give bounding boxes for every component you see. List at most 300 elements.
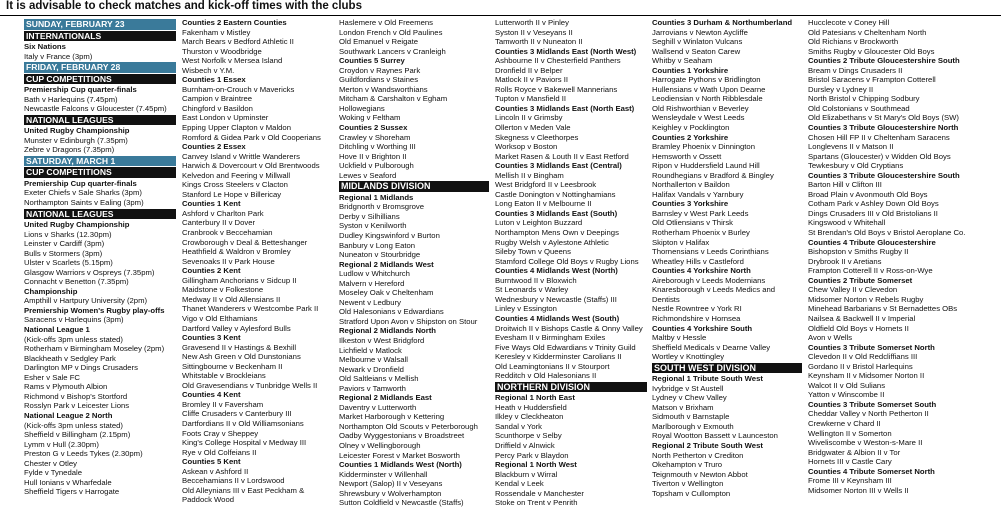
- fixture-line: Skegness v Cleethorpes: [495, 132, 579, 142]
- fixture-line: Epping Upper Clapton v Maldon: [182, 123, 291, 133]
- league-heading: Counties 1 Yorkshire: [652, 65, 729, 75]
- fixture-line: Knaresborough v Leeds Medics and Dentists: [652, 285, 776, 304]
- fixture-line: West Norfolk v Mersea Island: [182, 56, 283, 66]
- fixture-line: Scunthorpe v Selby: [495, 431, 562, 441]
- fixture-line: Thornensians v Leeds Corinthians: [652, 247, 769, 257]
- fixture-line: Exeter Chiefs v Sale Sharks (3pm): [24, 188, 142, 198]
- fixture-line: Halifax Vandals v Yarnbury: [652, 189, 744, 199]
- fixture-line: Burnham-on-Crouch v Mavericks: [182, 84, 295, 94]
- league-heading: Regional 2 Midlands East: [339, 393, 432, 403]
- fixture-line: Old Gravesendians v Tunbridge Wells II: [182, 380, 318, 390]
- fixture-line: Whitby v Seaham: [652, 56, 713, 66]
- fixture-line: Lichfield v Matlock: [339, 345, 402, 355]
- fixture-line: Linley v Essington: [495, 304, 557, 314]
- league-heading: Counties 1 Essex: [182, 75, 246, 85]
- fixture-line: Canterbury II v Dover: [182, 218, 256, 228]
- section-banner: NATIONAL LEAGUES: [24, 115, 176, 126]
- fixture-line: Wisbech v Y.M.: [182, 65, 235, 75]
- fixture-line: Rye v Old Colfeians II: [182, 447, 257, 457]
- fixture-line: Clevedon II v Old Redcliffians III: [808, 352, 918, 362]
- fixture-line: Rossendale v Manchester: [495, 488, 584, 498]
- fixture-line: Worksop v Boston: [495, 142, 558, 152]
- fixture-line: Beccehamians II v Lordswood: [182, 476, 285, 486]
- fixture-line: Ashford v Charlton Park: [182, 208, 264, 218]
- fixture-line: Heath v Huddersfield: [495, 402, 567, 412]
- fixture-line: Keighley v Pocklington: [652, 123, 730, 133]
- fixture-line: Newent v Ledbury: [339, 297, 401, 307]
- fixture-line: Hemsworth v Ossett: [652, 151, 722, 161]
- fixture-line: Castle Donington v Nottinghamians: [495, 189, 616, 199]
- league-heading: Counties 3 Midlands East (South): [495, 208, 618, 218]
- fixture-line: Bath v Harlequins (7.45pm): [24, 94, 118, 104]
- fixture-line: Northampton Old Scouts v Peterborough: [339, 421, 478, 431]
- fixture-line: Midsomer Norton III v Wells II: [808, 485, 909, 495]
- fixture-line: Esher v Sale FC: [24, 372, 80, 382]
- fixture-line: Aireborough v Leeds Modernians: [652, 275, 766, 285]
- fixture-line: Harwich & Dovercourt v Old Brentwoods: [182, 161, 320, 171]
- fixture-line: Matson v Brixham: [652, 402, 714, 412]
- fixture-line: Cotham Park v Ashley Down Old Boys: [808, 199, 939, 209]
- section-banner: MIDLANDS DIVISION: [339, 181, 489, 192]
- fixture-line: Bishopston v Smiths Rugby II: [808, 247, 909, 257]
- fixture-line: Smiths Rugby v Gloucester Old Boys: [808, 46, 935, 56]
- fixture-line: Northallerton v Baildon: [652, 180, 730, 190]
- fixture-line: Medway II v Old Allensians II: [182, 294, 281, 304]
- league-heading: Counties 2 Kent: [182, 266, 241, 276]
- column-1: [24, 18, 176, 501]
- fixture-line: Bream v Dings Crusaders II: [808, 65, 903, 75]
- fixture-line: Old Leamingtonians II v Stourport: [495, 361, 610, 371]
- fixture-line: Nestle Rowntree v York RI: [652, 304, 742, 314]
- fixture-line: Wallsend v Seaton Carew: [652, 46, 741, 56]
- fixture-line: Rotherham v Birmingham Moseley (2pm): [24, 344, 165, 354]
- league-heading: United Rugby Championship: [24, 220, 130, 230]
- column-6: [808, 18, 998, 501]
- fixture-line: Richmondshire v Hornsea: [652, 313, 741, 323]
- fixture-line: Percy Park v Blaydon: [495, 450, 569, 460]
- fixture-line: Bridgnorth v Bromsgrove: [339, 202, 425, 212]
- fixture-line: Daventry v Lutterworth: [339, 402, 417, 412]
- fixture-line: Old Rishworthian v Beverley: [652, 103, 749, 113]
- advisory-note: It is advisable to check matches and kick-off times with the clubs: [6, 0, 362, 12]
- league-heading: Counties 2 Yorkshire: [652, 132, 729, 142]
- league-heading: Counties 3 Midlands East (Central): [495, 161, 622, 171]
- fixture-line: East London v Upminster: [182, 113, 269, 123]
- section-banner: CUP COMPETITIONS: [24, 74, 176, 85]
- fixture-line: Glasgow Warriors v Ospreys (7.35pm): [24, 267, 155, 277]
- fixture-line: Kelvedon and Feering v Millwall: [182, 170, 291, 180]
- league-heading: Counties 3 Yorkshire: [652, 199, 729, 209]
- fixture-line: Old Alleynians III v East Peckham &: [182, 485, 305, 495]
- fixture-line: Newport (Salop) II v Veseyans: [339, 479, 443, 489]
- league-heading: Regional 1 Midlands: [339, 192, 414, 202]
- league-heading: Counties 3 Tribute Gloucestershire North: [808, 123, 959, 133]
- section-banner: INTERNATIONALS: [24, 31, 176, 42]
- column-3: [339, 18, 489, 508]
- league-heading: Regional 2 Tribute South West: [652, 441, 763, 451]
- fixture-line: Bromley II v Faversham: [182, 399, 264, 409]
- fixture-line: Foots Cray v Sheppey: [182, 428, 259, 438]
- fixture-line: Ripon v Huddersfield Laund Hill: [652, 161, 760, 171]
- fixture-line: Royal Wootton Bassett v Launceston: [652, 431, 778, 441]
- fixture-line: Canvey Island v Writtle Wanderers: [182, 151, 300, 161]
- fixture-line: Minehead Barbarians v St Bernadettes OBs: [808, 304, 958, 314]
- fixture-line: Frome III v Keynsham III: [808, 476, 892, 486]
- fixture-line: Thurston v Woodbridge: [182, 46, 262, 56]
- fixture-line: Preston G v Leeds Tykes (2.30pm): [24, 449, 143, 459]
- fixture-line: Stratford Upon Avon v Shipston on Stour: [339, 316, 478, 326]
- fixture-line: Dartfordians II v Old Williamsonians: [182, 418, 304, 428]
- fixture-line: North Petherton v Crediton: [652, 450, 744, 460]
- fixture-line: Leodiensian v North Ribblesdale: [652, 94, 763, 104]
- fixture-line: Chingford v Basildon: [182, 103, 253, 113]
- fixture-line: March Bears v Bedford Athletic II: [182, 37, 294, 47]
- league-heading: Counties 4 Yorkshire South: [652, 323, 753, 333]
- fixture-line: Barnsley v West Park Leeds: [652, 208, 749, 218]
- fixture-line: (Kick-offs 3pm unless stated): [24, 420, 123, 430]
- fixture-line: Sidmouth v Barnstaple: [652, 412, 730, 422]
- fixture-line: Topsham v Cullompton: [652, 488, 731, 498]
- fixture-line: Syston v Kenilworth: [339, 221, 407, 231]
- fixture-line: Jarrovians v Newton Aycliffe: [652, 27, 748, 37]
- column-4: [495, 18, 647, 508]
- fixture-line: Zebre v Dragons (7.35pm): [24, 145, 115, 155]
- league-heading: Regional 1 North West: [495, 460, 577, 470]
- league-heading: National League 1: [24, 325, 90, 335]
- fixture-line: Old Halesonians v Edwardians: [339, 307, 444, 317]
- league-heading: Counties 4 Yorkshire North: [652, 266, 751, 276]
- fixture-line: Lincoln II v Grimsby: [495, 113, 563, 123]
- fixture-line: Wheatley Hills v Castleford: [652, 256, 744, 266]
- fixture-line: Dronfield II v Belper: [495, 65, 563, 75]
- league-heading: Counties 3 Midlands East (North West): [495, 46, 637, 56]
- league-heading: Counties 1 Midlands West (North): [339, 460, 462, 470]
- fixture-line: Banbury v Long Eaton: [339, 240, 416, 250]
- league-heading: Regional 2 Midlands West: [339, 259, 434, 269]
- league-heading: Premiership Cup quarter-finals: [24, 178, 137, 188]
- section-banner: SOUTH WEST DIVISION: [652, 363, 802, 374]
- fixture-line: Maltby v Hessle: [652, 333, 707, 343]
- fixture-line: Mellish II v Bingham: [495, 170, 564, 180]
- league-heading: Premiership Women's Rugby play-offs: [24, 305, 165, 315]
- top-divider: [0, 15, 1001, 16]
- fixture-line: Old Elizabethans v St Mary's Old Boys (SW): [808, 113, 959, 123]
- league-heading: Championship: [24, 286, 78, 296]
- fixture-line: Heathfield & Waldron v Bromley: [182, 247, 291, 257]
- fixture-line: Leicester Forest v Market Bosworth: [339, 450, 460, 460]
- fixture-line: Wensleydale v West Leeds: [652, 113, 745, 123]
- league-heading: Counties 3 Durham & Northumberland: [652, 18, 793, 27]
- fixture-line: Cliffe Crusaders v Canterbury III: [182, 409, 292, 419]
- fixture-line: Keresley v Kidderminster Carolians II: [495, 352, 622, 362]
- fixture-line: Old Richians v Brockworth: [808, 37, 899, 47]
- fixture-line: Tewkesbury v Old Cryptians: [808, 161, 904, 171]
- fixture-line: Harrogate Pythons v Bridlington: [652, 75, 761, 85]
- fixture-line: Market Rasen & Louth II v East Retford: [495, 151, 629, 161]
- fixture-line: Roundhegians v Bradford & Bingley: [652, 170, 774, 180]
- fixture-line: Sileby Town v Queens: [495, 247, 571, 257]
- fixture-line: Connacht v Benetton (7.35pm): [24, 277, 129, 287]
- column-5: [652, 18, 802, 501]
- league-heading: Counties 2 Tribute Gloucestershire South: [808, 56, 960, 66]
- fixture-line: Ashbourne II v Chesterfield Panthers: [495, 56, 621, 66]
- fixture-line: Italy v France (3pm): [24, 51, 93, 61]
- fixture-line: Ludlow v Whitchurch: [339, 269, 410, 279]
- fixture-line: Gillingham Anchorians v Sidcup II: [182, 275, 297, 285]
- fixture-line: Newcastle Falcons v Gloucester (7.45pm): [24, 104, 167, 114]
- fixture-line: Melbourne v Walsall: [339, 355, 408, 365]
- fixture-line: Northampton Mens Own v Deepings: [495, 228, 619, 238]
- league-heading: Counties 2 Eastern Counties: [182, 18, 287, 27]
- fixture-line: Hove II v Brighton II: [339, 151, 407, 161]
- fixture-line: Market Harborough v Kettering: [339, 412, 445, 422]
- fixture-line: New Ash Green v Old Dunstonians: [182, 352, 301, 362]
- fixture-line: Gravesend II v Hastings & Bexhill: [182, 342, 297, 352]
- fixture-line: St Leonards v Warley: [495, 285, 569, 295]
- league-heading: Counties 5 Surrey: [339, 56, 405, 66]
- fixture-line: Sandal v York: [495, 421, 543, 431]
- fixture-line: Rams v Plymouth Albion: [24, 382, 108, 392]
- fixture-line: Whitstable v Brockleians: [182, 371, 266, 381]
- fixture-line: Seghill v Winlaton Vulcans: [652, 37, 743, 47]
- fixture-line: Rosslyn Park v Leicester Lions: [24, 401, 130, 411]
- fixture-line: Sutton Coldfield v Newcastle (Staffs): [339, 498, 464, 508]
- fixture-line: Bulls v Stormers (3pm): [24, 248, 103, 258]
- fixture-line: Dursley v Lydney II: [808, 84, 874, 94]
- fixture-line: Ilkeston v West Bridgford: [339, 336, 425, 345]
- fixture-line: Darlington MP v Dings Crusaders: [24, 363, 138, 373]
- fixture-line: Chosen Hill FP II v Cheltenham Saracens: [808, 132, 950, 142]
- fixture-line: Blackburn v Wirral: [495, 469, 558, 479]
- fixture-line: Bramley Phoenix v Dinnington: [652, 142, 755, 152]
- fixture-line: Burntwood II v Bloxwich: [495, 275, 577, 285]
- fixture-line: Driffield v Alnwick: [495, 441, 555, 451]
- fixture-line: Hull Ionians v Wharfedale: [24, 477, 112, 487]
- fixture-line: Tupton v Mansfield II: [495, 94, 567, 104]
- fixture-line: Ampthill v Hartpury University (2pm): [24, 296, 148, 306]
- fixture-line: Dudley Kingswinford v Burton: [339, 230, 440, 240]
- league-heading: Counties 4 Kent: [182, 390, 241, 400]
- fixture-line: Wellington II v Somerton: [808, 428, 892, 438]
- fixture-line: Old Saltleians v Mellish: [339, 374, 419, 384]
- fixture-line: Tiverton v Wellington: [652, 479, 724, 489]
- fixture-line: Marlborough v Exmouth: [652, 421, 734, 431]
- column-2: [182, 18, 334, 505]
- fixture-line: Lewes v Seaford: [339, 170, 397, 180]
- fixture-line: Old Colstonians v Southmead: [808, 103, 910, 113]
- fixture-line: Hucclecote v Coney Hill: [808, 18, 890, 27]
- fixtures-columns: [0, 18, 1001, 508]
- fixture-line: Rotherham Phoenix v Burley: [652, 228, 750, 238]
- fixture-line: Cranbrook v Beccehamian: [182, 228, 273, 238]
- fixture-line: Droitwich II v Bishops Castle & Onny Valley: [495, 323, 643, 333]
- fixture-line: Matlock II v Paviors II: [495, 75, 569, 85]
- fixture-line: Old Patesians v Cheltenham North: [808, 27, 927, 37]
- league-heading: Counties 3 Kent: [182, 333, 241, 343]
- fixture-line: Thanet Wanderers v Westcombe Park II: [182, 304, 319, 314]
- fixture-line: Long Eaton II v Melbourne II: [495, 199, 592, 209]
- fixture-line: Lydney v Chew Valley: [652, 393, 727, 403]
- fixture-line: West Bridgford II v Leesbrook: [495, 180, 597, 190]
- fixture-line: Stamford College Old Boys v Rugby Lions: [495, 256, 639, 266]
- fixture-line: Olney v Wellingborough: [339, 441, 421, 451]
- fixture-line: North Bristol v Chipping Sodbury: [808, 94, 920, 104]
- fixture-line: Nuneaton v Stourbridge: [339, 250, 421, 260]
- fixture-line: Sittingbourne v Beckenham II: [182, 361, 283, 371]
- league-heading: Counties 3 Tribute Somerset North: [808, 342, 935, 352]
- fixture-line: Walcot II v Old Sulians: [808, 380, 886, 390]
- league-heading: Counties 3 Tribute Gloucestershire South: [808, 170, 960, 180]
- fixture-line: Dartford Valley v Aylesford Bulls: [182, 323, 291, 333]
- fixture-line: Sheffield Medicals v Dearne Valley: [652, 342, 771, 352]
- fixture-line: Vigo v Old Elthamians: [182, 313, 258, 323]
- fixture-line: Munster v Edinburgh (7.35pm): [24, 135, 128, 145]
- league-heading: Counties 2 Essex: [182, 142, 246, 152]
- fixture-line: Hullensians v Wath Upon Dearne: [652, 84, 766, 94]
- fixture-line: King's College Hospital v Medway III: [182, 438, 307, 448]
- fixture-line: Kendal v Leek: [495, 479, 544, 489]
- fixture-line: Bristol Saracens v Frampton Cotterell: [808, 75, 936, 85]
- league-heading: United Rugby Championship: [24, 126, 130, 136]
- league-heading: Premiership Cup quarter-finals: [24, 85, 137, 95]
- fixture-line: Leinster v Cardiff (3pm): [24, 239, 105, 249]
- fixture-line: Sheffield v Billingham (2.15pm): [24, 430, 131, 440]
- fixture-line: Crewkerne v Chard II: [808, 418, 881, 428]
- fixture-line: Stoke on Trent v Penrith: [495, 498, 578, 508]
- fixture-line: Yatton v Winscombe II: [808, 390, 885, 400]
- fixture-line: Cheddar Valley v North Petherton II: [808, 409, 929, 419]
- fixture-line: Syston II v Veseyans II: [495, 27, 573, 37]
- fixture-line: Ollerton v Meden Vale: [495, 123, 571, 133]
- fixture-line: Fakenham v Mistley: [182, 27, 251, 37]
- league-heading: Counties 4 Tribute Somerset North: [808, 466, 935, 476]
- league-heading: Counties 4 Midlands West (North): [495, 266, 618, 276]
- fixture-line: Ulster v Scarlets (5.15pm): [24, 258, 113, 268]
- fixture-line: Oldfield Old Boys v Hornets II: [808, 323, 909, 333]
- fixture-line: Nailsea & Backwell II v Imperial: [808, 313, 916, 323]
- fixture-line: Ivybridge v St Austell: [652, 383, 724, 393]
- league-heading: Counties 3 Midlands East (North East): [495, 103, 635, 113]
- fixture-line: Rolls Royce v Bakewell Mannerians: [495, 84, 618, 94]
- fixture-line: Lymm v Hull (2.30pm): [24, 439, 99, 449]
- fixture-line: Hollowegians: [339, 103, 385, 113]
- league-heading: Counties 3 Tribute Somerset South: [808, 399, 937, 409]
- fixture-line: Moseley Oak v Cheltenham: [339, 288, 434, 298]
- fixture-line: Shrewsbury v Wolverhampton: [339, 488, 442, 498]
- fixture-line: Five Ways Old Edwardians v Trinity Guild: [495, 342, 636, 352]
- fixture-line: Blackheath v Sedgley Park: [24, 353, 116, 363]
- fixture-line: Bridgwater & Albion II v Tor: [808, 447, 901, 457]
- league-heading: Regional 1 North East: [495, 393, 575, 403]
- section-banner: SUNDAY, FEBRUARY 23: [24, 19, 176, 30]
- fixture-line: Uckfield v Pulborough: [339, 161, 414, 171]
- fixture-line: Campion v Braintree: [182, 94, 253, 104]
- fixture-line: Redditch v Old Halesonians II: [495, 371, 597, 381]
- fixture-line: Keynsham II v Midsomer Norton II: [808, 371, 925, 381]
- section-banner: FRIDAY, FEBRUARY 28: [24, 62, 176, 73]
- fixture-line: Drybrook II v Aretians: [808, 256, 882, 266]
- league-heading: Counties 4 Tribute Gloucestershire: [808, 237, 936, 247]
- fixture-line: Chester v Otley: [24, 458, 77, 468]
- section-banner: CUP COMPETITIONS: [24, 167, 176, 178]
- fixture-line: Sevenoaks II v Park House: [182, 256, 275, 266]
- fixture-line: (Kick-offs 3pm unless stated): [24, 334, 123, 344]
- fixture-line: Rugby Welsh v Aylestone Athletic: [495, 237, 609, 247]
- fixture-line: Guildfordians v Staines: [339, 75, 419, 85]
- league-heading: Counties 5 Kent: [182, 457, 241, 467]
- fixture-line: Woking v Feltham: [339, 113, 401, 123]
- fixture-line: Spartans (Gloucester) v Widden Old Boys: [808, 151, 951, 161]
- fixture-line: Barton Hill v Clifton III: [808, 180, 882, 190]
- section-banner: NORTHERN DIVISION: [495, 382, 647, 393]
- fixture-line: Paviors v Tamworth: [339, 383, 406, 393]
- fixture-line: Frampton Cotterell II v Ross-on-Wye: [808, 266, 933, 276]
- fixture-line: Old Emanuel v Reigate: [339, 37, 419, 47]
- section-banner: SATURDAY, MARCH 1: [24, 156, 176, 167]
- fixture-line: Fylde v Tynedale: [24, 468, 82, 478]
- league-heading: Six Nations: [24, 42, 66, 51]
- fixture-line: Avon v Wells: [808, 333, 853, 343]
- fixture-line: Crawley v Shoreham: [339, 132, 411, 142]
- fixture-line: Maidstone v Folkestone: [182, 285, 264, 295]
- fixture-line: Mitcham & Carshalton v Egham: [339, 94, 448, 104]
- fixture-line: Wiveliscombe v Weston-s-Mare II: [808, 438, 923, 448]
- fixture-line: Okehampton v Truro: [652, 460, 723, 470]
- league-heading: Counties 2 Tribute Somerset: [808, 275, 913, 285]
- league-heading: National League 2 North: [24, 410, 113, 420]
- fixture-line: Romford & Gidea Park v Old Cooperians: [182, 132, 321, 142]
- fixture-line: Stanford Le Hope v Billericay: [182, 189, 282, 199]
- fixture-line: Evesham II v Birmingham Exiles: [495, 333, 606, 343]
- league-heading: Counties 4 Midlands West (South): [495, 313, 620, 323]
- fixture-line: Croydon v Raynes Park: [339, 65, 421, 75]
- fixture-line: Longlevens II v Matson II: [808, 142, 894, 152]
- fixture-line: Newark v Dronfield: [339, 364, 404, 374]
- fixture-line: Lutterworth II v Pinley: [495, 18, 569, 27]
- fixture-line: Paddock Wood: [182, 495, 234, 505]
- fixture-line: Richmond v Bishop's Stortford: [24, 391, 128, 401]
- fixture-line: Crowborough v Deal & Betteshanger: [182, 237, 308, 247]
- fixture-line: Luton v Leighton Buzzard: [495, 218, 583, 228]
- fixture-line: Dings Crusaders III v Old Bristolians II: [808, 208, 938, 218]
- fixture-line: London French v Old Paulines: [339, 27, 443, 37]
- fixture-line: Saracens v Harlequins (3pm): [24, 315, 124, 325]
- fixture-line: Lions v Sharks (12.30pm): [24, 229, 112, 239]
- fixture-line: Midsomer Norton v Rebels Rugby: [808, 294, 924, 304]
- fixture-line: Askean v Ashford II: [182, 466, 249, 476]
- league-heading: Counties 1 Kent: [182, 199, 241, 209]
- fixture-line: Wortley v Knottingley: [652, 352, 725, 362]
- section-banner: NATIONAL LEAGUES: [24, 209, 176, 220]
- fixture-line: Kings Cross Steelers v Clacton: [182, 180, 288, 190]
- fixture-line: Chew Valley II v Clevedon: [808, 285, 898, 295]
- fixture-line: Kidderminster v Willenhall: [339, 469, 428, 479]
- fixture-line: Kingswood v Whitehall: [808, 218, 886, 228]
- fixture-line: Hornets III v Castle Cary: [808, 457, 892, 467]
- fixture-line: Ditchling v Worthing III: [339, 142, 416, 152]
- fixture-line: Ilkley v Cleckheaton: [495, 412, 564, 422]
- league-heading: Regional 1 Tribute South West: [652, 374, 763, 384]
- fixture-line: Sheffield Tigers v Harrogate: [24, 487, 120, 497]
- fixture-line: Malvern v Hereford: [339, 278, 405, 288]
- fixture-line: St Brendan's Old Boys v Bristol Aeroplane Co.: [808, 228, 966, 238]
- fixture-line: Derby v Silhillians: [339, 211, 400, 221]
- league-heading: Regional 2 Midlands North: [339, 326, 436, 336]
- fixture-line: Wednesbury v Newcastle (Staffs) III: [495, 294, 617, 304]
- fixture-line: Oadby Wyggestonians v Broadstreet: [339, 431, 465, 441]
- fixture-line: Broad Plain v Avonmouth Old Boys: [808, 189, 928, 199]
- fixture-line: Haslemere v Old Freemens: [339, 18, 433, 27]
